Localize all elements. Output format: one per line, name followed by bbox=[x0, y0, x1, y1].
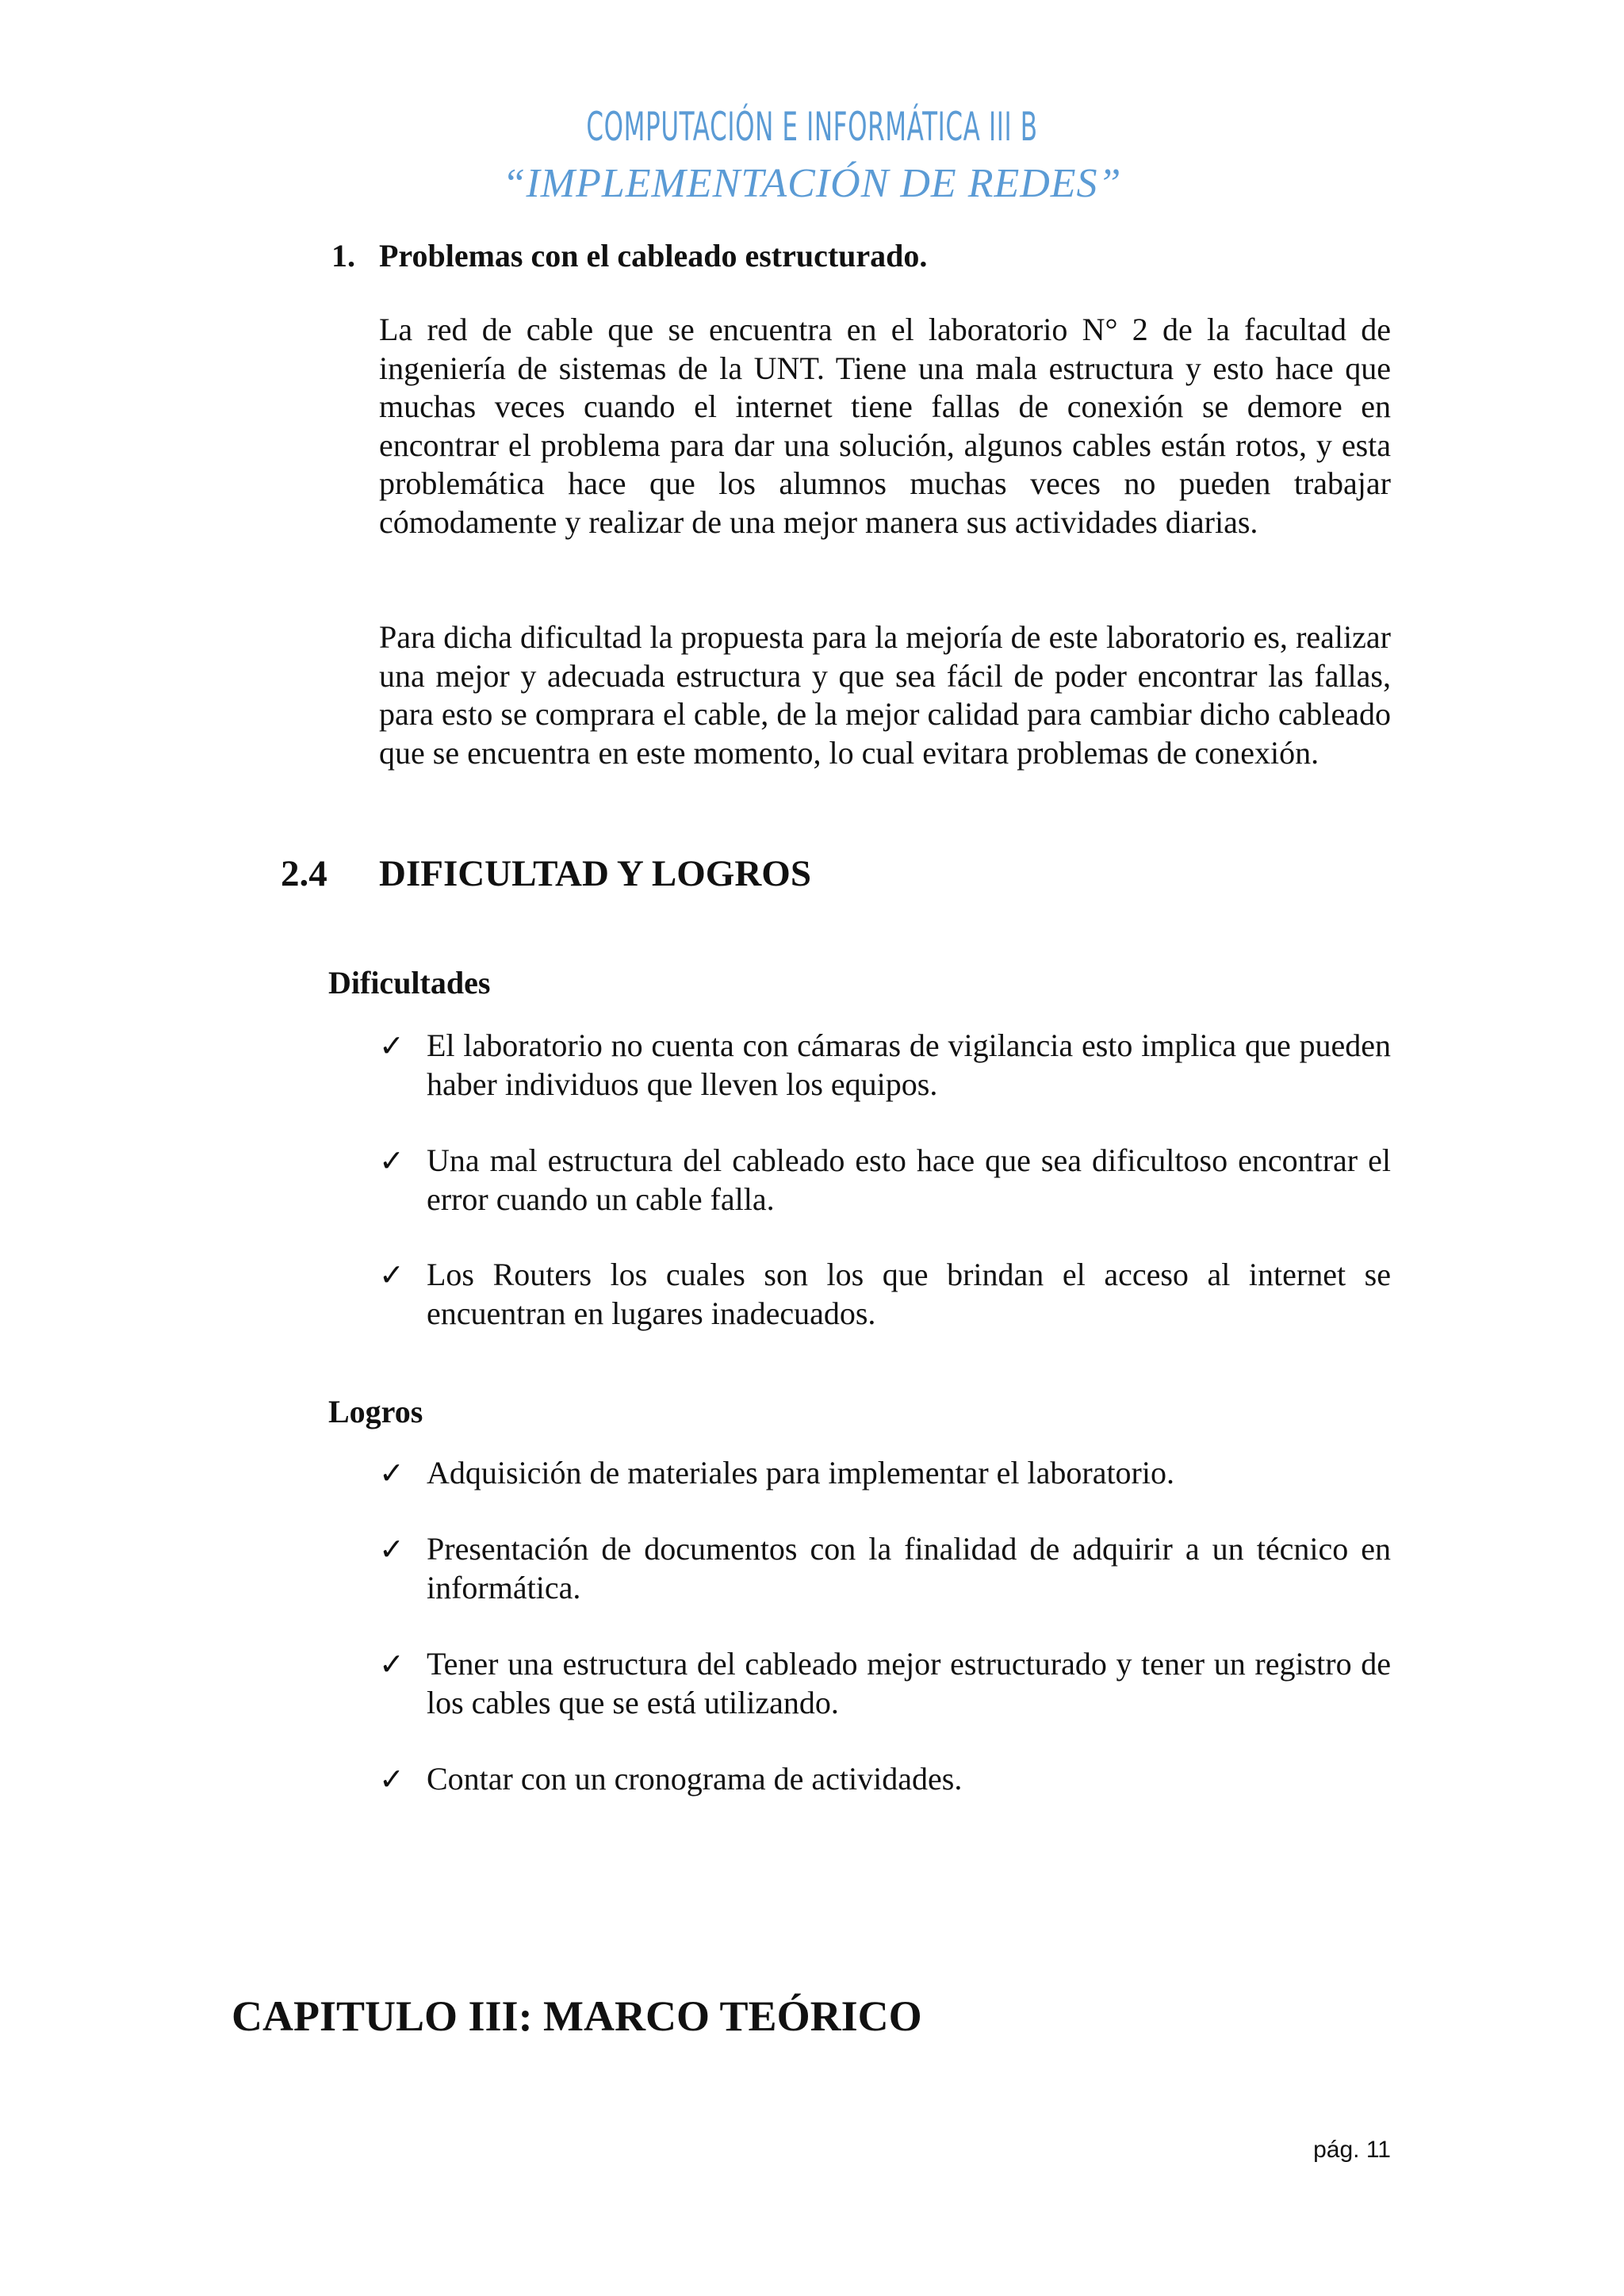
difficulty-item bbox=[379, 1142, 1391, 1219]
achievement-item bbox=[379, 1760, 1391, 1799]
check-icon: ✓ bbox=[379, 1028, 404, 1063]
achievement-item-text: Contar con un cronograma de actividades. bbox=[427, 1761, 963, 1797]
achievement-item-text: Presentación de documentos con la finalidad de adquirir a un técnico en informática. bbox=[427, 1531, 1391, 1605]
problem-heading bbox=[331, 234, 927, 278]
problem-number: 1. bbox=[331, 238, 355, 274]
achievement-item-text: Adquisición de materiales para implementar el laboratorio. bbox=[427, 1455, 1174, 1490]
problem-paragraph-1: La red de cable que se encuentra en el laboratorio N° 2 de la facultad de ingeniería de sistemas de la UNT. Tiene una mala estructura y esto hace que muchas veces cuando el internet tiene fallas de conexión se demore en encontrar el problema para dar una solución, algunos cables están rotos, y esta problemática hace que los alumnos muchas veces no pueden trabajar cómodamente y realizar de una mejor manera sus actividades diarias. bbox=[379, 312, 1391, 540]
page-header bbox=[0, 94, 1624, 208]
chapter-heading: CAPITULO III: MARCO TEÓRICO bbox=[232, 1992, 922, 2040]
check-icon: ✓ bbox=[379, 1762, 404, 1797]
difficulty-item bbox=[379, 1027, 1391, 1104]
difficulties-heading: Dificultades bbox=[328, 965, 491, 1001]
section-heading bbox=[281, 848, 811, 899]
header-subtitle: “IMPLEMENTACIÓN DE REDES” bbox=[502, 161, 1122, 206]
achievement-item bbox=[379, 1530, 1391, 1607]
difficulty-item-text: Los Routers los cuales son los que brindan el acceso al internet se encuentran en lugares inadecuados. bbox=[427, 1257, 1391, 1331]
header-course-title: COMPUTACIÓN E INFORMÁTICA III B bbox=[586, 104, 1038, 150]
problem-title: Problemas con el cableado estructurado. bbox=[379, 238, 928, 274]
achievement-item-text: Tener una estructura del cableado mejor estructurado y tener un registro de los cables que se está utilizando. bbox=[427, 1646, 1391, 1720]
check-icon: ✓ bbox=[379, 1257, 404, 1292]
problem-paragraph-2: Para dicha dificultad la propuesta para la mejoría de este laboratorio es, realizar una mejor y adecuada estructura y que sea fácil de poder encontrar las fallas, para esto se comprara el cable, de la mejor calidad para cambiar dicho cableado que se encuentra en este momento, lo cual evitara problemas de conexión. bbox=[379, 619, 1391, 771]
check-icon: ✓ bbox=[379, 1532, 404, 1567]
achievement-item bbox=[379, 1645, 1391, 1722]
difficulty-item-text: Una mal estructura del cableado esto hace que sea dificultoso encontrar el error cuando un cable falla. bbox=[427, 1142, 1391, 1217]
achievements-heading: Logros bbox=[328, 1394, 423, 1429]
difficulty-item bbox=[379, 1256, 1391, 1333]
section-title: DIFICULTAD Y LOGROS bbox=[379, 853, 811, 894]
section-number: 2.4 bbox=[281, 853, 327, 894]
check-icon: ✓ bbox=[379, 1456, 404, 1490]
difficulty-item-text: El laboratorio no cuenta con cámaras de vigilancia esto implica que pueden haber individuos que lleven los equipos. bbox=[427, 1027, 1391, 1102]
page-number: pág. 11 bbox=[1313, 2137, 1391, 2163]
check-icon: ✓ bbox=[379, 1143, 404, 1178]
achievement-item bbox=[379, 1454, 1391, 1493]
check-icon: ✓ bbox=[379, 1647, 404, 1682]
